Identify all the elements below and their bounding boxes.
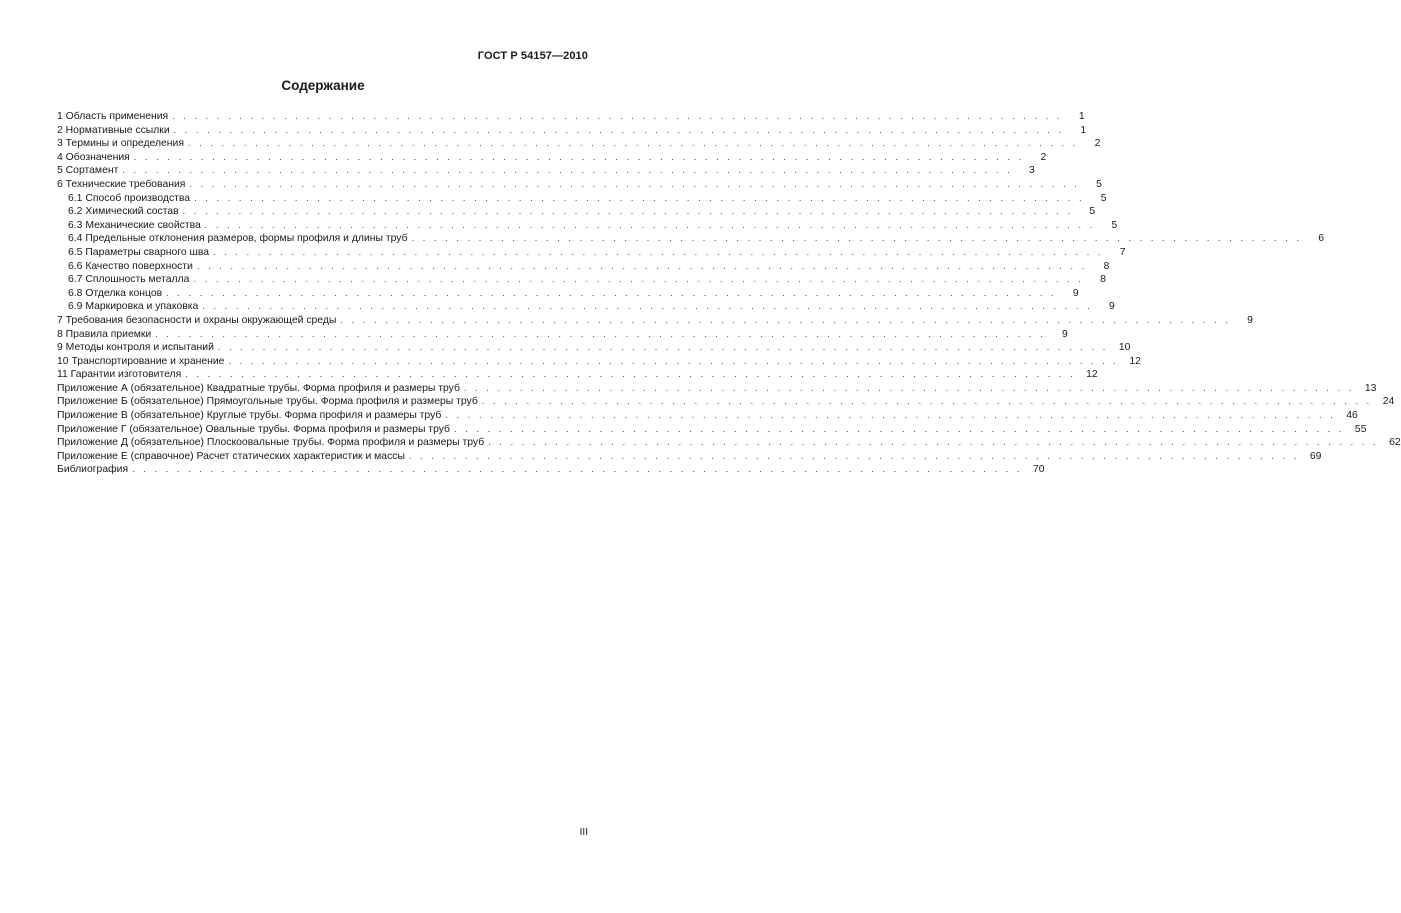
toc-entry[interactable] <box>57 273 1106 287</box>
toc-entry-page: 5 <box>1096 178 1102 190</box>
toc-entry[interactable] <box>57 409 1358 423</box>
toc-entry-label: Приложение В (обязательное) Круглые трубы. Форма профиля и размеры труб <box>57 410 442 422</box>
toc-entry[interactable] <box>57 382 1377 396</box>
toc-dot-leader: . . . . . . . . . . . . . . . . . . . . . . . . . . . . . . . . . . . . . . . . . . . . . . . . . . . . . . . . . . . . . . . . . . . . . . . . . . . . . . . . <box>132 464 1023 475</box>
toc-entry-label: 6.5 Параметры сварного шва <box>68 246 210 258</box>
toc-entry[interactable] <box>57 328 1068 342</box>
toc-entry-page: 62 <box>1389 437 1401 449</box>
toc-entry-label: 8 Правила приемки <box>57 328 152 340</box>
toc-dot-leader: . . . . . . . . . . . . . . . . . . . . . . . . . . . . . . . . . . . . . . . . . . . . . . . . . . . . . . . . . . . . . . . . . . . . . . . . . . . . . . . . <box>185 369 1076 380</box>
toc-entry[interactable] <box>57 124 1087 138</box>
toc-entry-page: 9 <box>1072 287 1079 299</box>
toc-entry[interactable] <box>57 110 1085 124</box>
toc-dot-leader: . . . . . . . . . . . . . . . . . . . . . . . . . . . . . . . . . . . . . . . . . . . . . . . . . . . . . . . . . . . . . . . . . . . . . . . . . . . . . . . . <box>408 450 1300 461</box>
toc-entry[interactable] <box>57 246 1126 260</box>
toc-entry[interactable] <box>57 205 1096 219</box>
toc-entry-label: 5 Сортамент <box>57 165 119 177</box>
page-title: Содержание <box>281 78 365 93</box>
toc-dot-leader: . . . . . . . . . . . . . . . . . . . . . . . . . . . . . . . . . . . . . . . . . . . . . . . . . . . . . . . . . . . . . . . . . . . . . . . . . . . . . . . . <box>182 206 1074 217</box>
toc-entry-label: 7 Требования безопасности и охраны окружающей среды <box>57 314 337 326</box>
document-id: ГОСТ Р 54157—2010 <box>477 50 588 62</box>
toc-dot-leader: . . . . . . . . . . . . . . . . . . . . . . . . . . . . . . . . . . . . . . . . . . . . . . . . . . . . . . . . . . . . . . . . . . . . . . . . . . . . . . . . <box>122 165 1013 176</box>
toc-dot-leader: . . . . . . . . . . . . . . . . . . . . . . . . . . . . . . . . . . . . . . . . . . . . . . . . . . . . . . . . . . . . . . . . . . . . . . . . . . . . . . . . <box>202 301 1093 312</box>
toc-entry[interactable] <box>57 164 1035 178</box>
toc-entry-page: 55 <box>1354 423 1367 435</box>
toc-entry[interactable] <box>57 287 1079 301</box>
toc-entry[interactable] <box>57 232 1325 246</box>
toc-entry-page: 46 <box>1346 410 1358 422</box>
toc-entry-page: 8 <box>1103 260 1110 272</box>
toc-dot-leader: . . . . . . . . . . . . . . . . . . . . . . . . . . . . . . . . . . . . . . . . . . . . . . . . . . . . . . . . . . . . . . . . . . . . . . . . . . . . . . . . <box>204 219 1096 230</box>
toc-dot-leader: . . . . . . . . . . . . . . . . . . . . . . . . . . . . . . . . . . . . . . . . . . . . . . . . . . . . . . . . . . . . . . . . . . . . . . . . . . . . . . . . <box>481 396 1373 407</box>
toc-dot-leader: . . . . . . . . . . . . . . . . . . . . . . . . . . . . . . . . . . . . . . . . . . . . . . . . . . . . . . . . . . . . . . . . . . . . . . . . . . . . . . . . <box>445 410 1336 421</box>
toc-entry[interactable] <box>57 260 1110 274</box>
toc-entry-page: 2 <box>1040 151 1047 163</box>
toc-dot-leader: . . . . . . . . . . . . . . . . . . . . . . . . . . . . . . . . . . . . . . . . . . . . . . . . . . . . . . . . . . . . . . . . . . . . . . . . . . . . . . . . <box>172 111 1063 121</box>
toc-entry-label: Приложение Б (обязательное) Прямоугольные трубы. Форма профиля и размеры труб <box>57 396 478 408</box>
toc-entry-label: 1 Область применения <box>57 111 169 122</box>
toc-dot-leader: . . . . . . . . . . . . . . . . . . . . . . . . . . . . . . . . . . . . . . . . . . . . . . . . . . . . . . . . . . . . . . . . . . . . . . . . . . . . . . . . <box>155 328 1046 339</box>
toc-entry[interactable] <box>57 192 1107 206</box>
toc-entry-page: 69 <box>1309 450 1322 462</box>
toc-entry[interactable] <box>57 463 1045 477</box>
toc-entry-label: 6.6 Качество поверхности <box>68 260 193 272</box>
toc-entry[interactable] <box>57 178 1102 192</box>
toc-entry[interactable] <box>57 450 1322 464</box>
toc-entry-label: Библиография <box>57 464 129 476</box>
toc-entry-label: Приложение Г (обязательное) Овальные трубы. Форма профиля и размеры труб <box>57 423 450 435</box>
toc-entry-page: 12 <box>1129 355 1141 367</box>
toc-entry-page: 3 <box>1029 165 1035 177</box>
toc-entry-label: 4 Обозначения <box>57 151 130 163</box>
toc-entry-label: 6.3 Механические свойства <box>68 219 201 231</box>
toc-dot-leader: . . . . . . . . . . . . . . . . . . . . . . . . . . . . . . . . . . . . . . . . . . . . . . . . . . . . . . . . . . . . . . . . . . . . . . . . . . . . . . . . <box>193 274 1084 285</box>
toc-entry-page: 9 <box>1247 314 1253 326</box>
toc-dot-leader: . . . . . . . . . . . . . . . . . . . . . . . . . . . . . . . . . . . . . . . . . . . . . . . . . . . . . . . . . . . . . . . . . . . . . . . . . . . . . . . . <box>166 287 1057 298</box>
toc-entry-page: 10 <box>1118 342 1131 354</box>
toc-entry[interactable] <box>57 395 1395 409</box>
toc-entry-page: 5 <box>1100 192 1107 204</box>
toc-entry[interactable] <box>57 436 1401 450</box>
toc-entry-page: 9 <box>1061 328 1068 340</box>
table-of-contents <box>57 110 1401 477</box>
toc-dot-leader: . . . . . . . . . . . . . . . . . . . . . . . . . . . . . . . . . . . . . . . . . . . . . . . . . . . . . . . . . . . . . . . . . . . . . . . . . . . . . . . . <box>217 342 1109 353</box>
toc-entry[interactable] <box>57 300 1115 314</box>
toc-entry-page: 24 <box>1382 396 1395 408</box>
toc-entry-label: 6.8 Отделка концов <box>68 287 163 299</box>
toc-entry-label: 6.4 Предельные отклонения размеров, формы профиля и длины труб <box>68 233 408 245</box>
toc-entry-label: 10 Транспортирование и хранение <box>57 355 225 367</box>
toc-dot-leader: . . . . . . . . . . . . . . . . . . . . . . . . . . . . . . . . . . . . . . . . . . . . . . . . . . . . . . . . . . . . . . . . . . . . . . . . . . . . . . . . <box>454 423 1345 434</box>
page-number: III <box>579 827 588 838</box>
toc-entry-label: 6.2 Химический состав <box>68 206 179 218</box>
toc-dot-leader: . . . . . . . . . . . . . . . . . . . . . . . . . . . . . . . . . . . . . . . . . . . . . . . . . . . . . . . . . . . . . . . . . . . . . . . . . . . . . . . . <box>228 355 1119 366</box>
toc-entry[interactable] <box>57 137 1101 151</box>
toc-entry-page: 2 <box>1094 138 1101 150</box>
toc-dot-leader: . . . . . . . . . . . . . . . . . . . . . . . . . . . . . . . . . . . . . . . . . . . . . . . . . . . . . . . . . . . . . . . . . . . . . . . . . . . . . . . . <box>187 138 1079 149</box>
toc-entry-label: 11 Гарантии изготовителя <box>57 369 182 381</box>
toc-dot-leader: . . . . . . . . . . . . . . . . . . . . . . . . . . . . . . . . . . . . . . . . . . . . . . . . . . . . . . . . . . . . . . . . . . . . . . . . . . . . . . . . <box>133 151 1025 162</box>
toc-dot-leader: . . . . . . . . . . . . . . . . . . . . . . . . . . . . . . . . . . . . . . . . . . . . . . . . . . . . . . . . . . . . . . . . . . . . . . . . . . . . . . . . <box>173 124 1065 135</box>
toc-entry-label: 9 Методы контроля и испытаний <box>57 342 214 354</box>
toc-entry[interactable] <box>57 355 1141 369</box>
toc-entry-label: 2 Нормативные ссылки <box>57 124 170 136</box>
toc-dot-leader: . . . . . . . . . . . . . . . . . . . . . . . . . . . . . . . . . . . . . . . . . . . . . . . . . . . . . . . . . . . . . . . . . . . . . . . . . . . . . . . . <box>463 382 1355 393</box>
toc-entry-page: 6 <box>1318 233 1325 245</box>
toc-entry-label: Приложение Д (обязательное) Плоскоовальные трубы. Форма профиля и размеры труб <box>57 437 485 449</box>
toc-entry[interactable] <box>57 368 1098 382</box>
toc-entry-page: 8 <box>1100 274 1106 286</box>
toc-entry-label: Приложение Е (справочное) Расчет статических характеристик и массы <box>57 450 405 462</box>
toc-entry-page: 5 <box>1111 219 1118 231</box>
toc-entry[interactable] <box>57 151 1047 165</box>
toc-dot-leader: . . . . . . . . . . . . . . . . . . . . . . . . . . . . . . . . . . . . . . . . . . . . . . . . . . . . . . . . . . . . . . . . . . . . . . . . . . . . . . . . <box>213 246 1104 257</box>
toc-entry-page: 12 <box>1086 369 1098 381</box>
toc-entry-page: 1 <box>1080 124 1087 136</box>
toc-dot-leader: . . . . . . . . . . . . . . . . . . . . . . . . . . . . . . . . . . . . . . . . . . . . . . . . . . . . . . . . . . . . . . . . . . . . . . . . . . . . . . . . <box>411 233 1303 244</box>
toc-entry-page: 1 <box>1078 111 1085 122</box>
toc-entry-label: 3 Термины и определения <box>57 138 184 150</box>
toc-dot-leader: . . . . . . . . . . . . . . . . . . . . . . . . . . . . . . . . . . . . . . . . . . . . . . . . . . . . . . . . . . . . . . . . . . . . . . . . . . . . . . . . <box>340 314 1231 325</box>
toc-entry-label: 6 Технические требования <box>57 178 186 190</box>
toc-entry-label: Приложение А (обязательное) Квадратные трубы. Форма профиля и размеры труб <box>57 382 460 394</box>
toc-entry-page: 9 <box>1109 301 1115 313</box>
toc-dot-leader: . . . . . . . . . . . . . . . . . . . . . . . . . . . . . . . . . . . . . . . . . . . . . . . . . . . . . . . . . . . . . . . . . . . . . . . . . . . . . . . . <box>196 260 1088 271</box>
toc-dot-leader: . . . . . . . . . . . . . . . . . . . . . . . . . . . . . . . . . . . . . . . . . . . . . . . . . . . . . . . . . . . . . . . . . . . . . . . . . . . . . . . . <box>194 192 1085 203</box>
toc-entry-label: 6.9 Маркировка и упаковка <box>68 301 199 313</box>
toc-entry-page: 7 <box>1119 246 1126 258</box>
toc-entry-page: 5 <box>1089 206 1096 218</box>
toc-entry[interactable] <box>57 423 1367 437</box>
toc-entry[interactable] <box>57 314 1253 328</box>
toc-entry[interactable] <box>57 219 1118 233</box>
toc-entry-label: 6.7 Сплошность металла <box>68 274 190 286</box>
toc-entry-label: 6.1 Способ производства <box>68 192 191 204</box>
toc-dot-leader: . . . . . . . . . . . . . . . . . . . . . . . . . . . . . . . . . . . . . . . . . . . . . . . . . . . . . . . . . . . . . . . . . . . . . . . . . . . . . . . . <box>189 178 1080 189</box>
toc-entry[interactable] <box>57 341 1131 355</box>
toc-entry-page: 13 <box>1364 382 1377 394</box>
toc-entry-page: 70 <box>1033 464 1045 476</box>
toc-dot-leader: . . . . . . . . . . . . . . . . . . . . . . . . . . . . . . . . . . . . . . . . . . . . . . . . . . . . . . . . . . . . . . . . . . . . . . . . . . . . . . . . <box>488 437 1379 448</box>
